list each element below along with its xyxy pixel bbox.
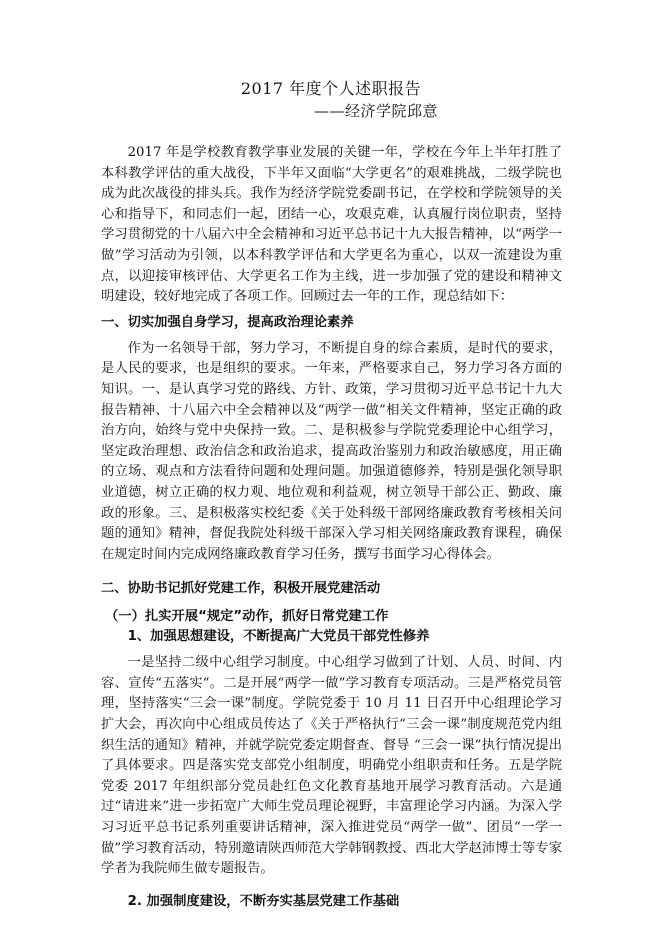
report-subtitle: ——经济学院邱意	[313, 102, 438, 120]
report-body	[101, 143, 562, 918]
item-1-paragraph: 一是坚持二级中心组学习制度。中心组学习做到了计划、人员、时间、内容、宣传“五落实”。二是开展“两学一做”学习教育专项活动。三是严格党员管理，坚持落实“三会一课”制度。学院党委于 10 月 11 日召开中心组理论学习扩大会，再次向中心组成员传达了《关于严格执行“三会一课”制度规范党内组织生活的通知》精神，并就学院党委定期督查、督导 “三会一课”执行情况提出了具体要求。四是落实党支部党小组制度，明确党小组职责和任务。五是学院党委 2017 年组织部分党员赴红色文化教育基地开展学习教育活动。六是通过“请进来”进一步拓宽广大师生党员理论视野，丰富理论学习内涵。为深入学习习近平总书记系列重要讲话精神，深入推进党员“两学一做”、团员“一学一做”学习教育活动，特别邀请陕西师范大学韩钢教授、西北大学赵沛博士等专家学者为我院师生做专题报告。	[101, 655, 562, 877]
section-1-paragraph: 作为一名领导干部，努力学习，不断提自身的综合素质，是时代的要求，是人民的要求，也是组织的要求。一年来，严格要求自己，努力学习各方面的知识。一、是认真学习党的路线、方针、政策，学习贯彻习近平总书记十九大报告精神、十八届六中全会精神以及“两学一做”相关文件精神，坚定正确的政治方向，始终与党中央保持一致。二、是积极参与学院党委理论中心组学习，坚定政治理想、政治信念和政治追求，提高政治鉴别力和政治敏感度，用正确的立场、观点和方法看待问题和处理问题。加强道德修养，特别是强化领导职业道德，树立正确的权力观、地位观和利益观，树立领导干部公正、勤政、廉政的形象。三、是积极落实校纪委《关于处科级干部网络廉政教育考核相关问题的通知》精神，督促我院处科级干部深入学习相关网络廉政教育课程，确保在规定时间内完成网络廉政教育学习任务，撰写书面学习心得体会。	[101, 340, 562, 562]
item-1-heading: 1、加强思想建设，不断提高广大党员干部党性修养	[127, 629, 430, 645]
item-2-heading: 2. 加强制度建设，不断夯实基层党建工作基础	[127, 893, 400, 909]
intro-paragraph: 2017 年是学校教育教学事业发展的关键一年，学校在今年上半年打胜了本科教学评估的重大战役，下半年又面临“大学更名”的艰难挑战，二级学院也成为此次战役的排头兵。我作为经济学院党委副书记，在学校和学院领导的关心和指导下，和同志们一起，团结一心，攻艰克难，认真履行岗位职责，坚持学习贯彻党的十八届六中全会精神和习近平总书记十九大报告精神，以“两学一做”学习活动为引领，以本科教学评估和大学更名为重心，以双一流建设为重点，以迎接审核评估、大学更名工作为主线，进一步加强了党的建设和精神文明建设，较好地完成了各项工作。回顾过去一年的工作，现总结如下：	[101, 145, 562, 305]
report-title: 2017 年度个人述职报告	[240, 79, 422, 98]
section-2-heading: 二、协助书记抓好党建工作，积极开展党建活动	[101, 581, 381, 597]
subsection-1-heading: （一）扎实开展“规定”动作，抓好日常党建工作	[105, 609, 389, 625]
section-1-heading: 一、切实加强自身学习，提高政治理论素养	[101, 314, 354, 330]
